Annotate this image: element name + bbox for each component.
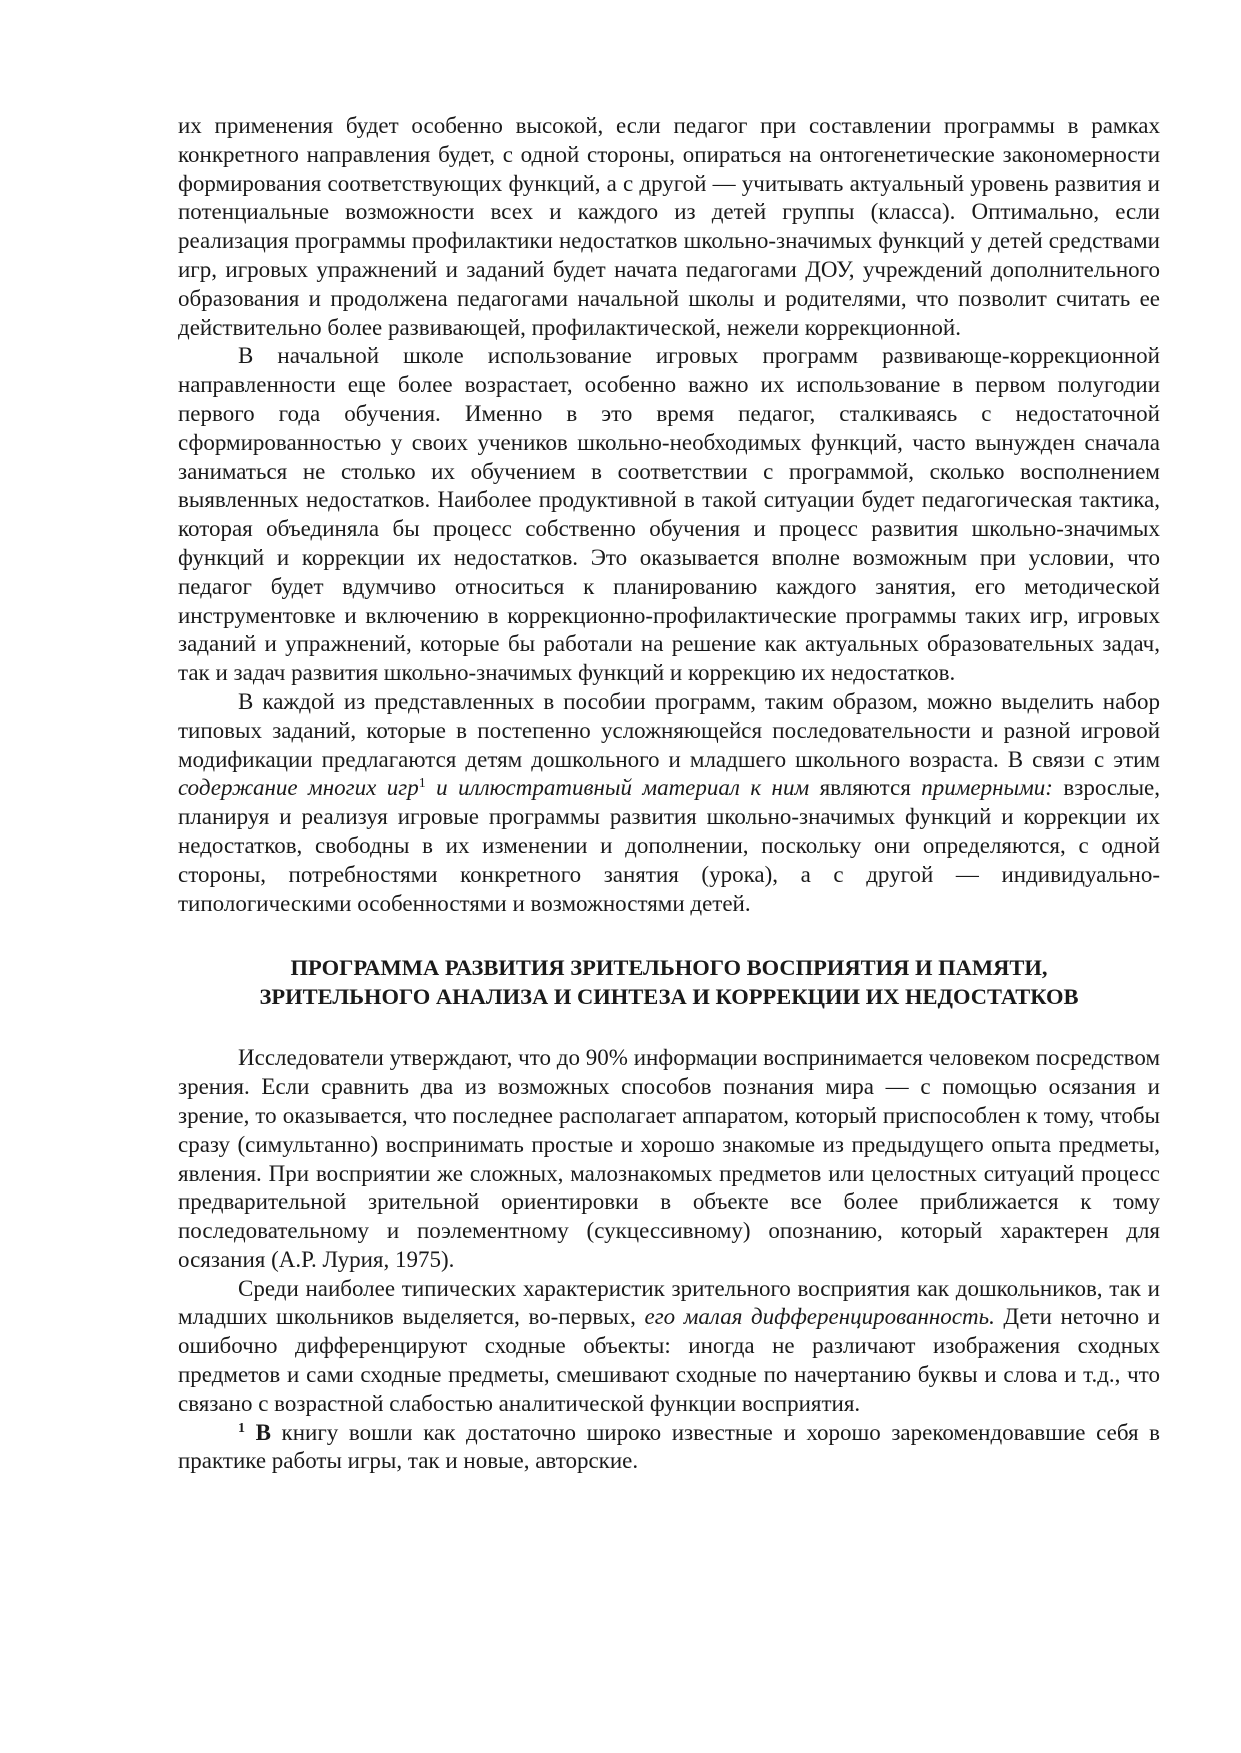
footnote-mark: 1 [238, 1420, 245, 1436]
paragraph-text: взрослые, планируя и реализуя игровые программы развития школьно-значимых функций и коррекции их недостатков, свободны в их изменении и дополнении, поскольку они определяются, с одной стороны, потребностями конкретного занятия (урока), а с другой — индивидуально-типологическими особенностями и возможностями детей. [178, 775, 1161, 916]
footnote-lead: В [255, 1419, 271, 1445]
italic-phrase: содержание многих игр [178, 775, 419, 801]
section-heading [178, 953, 1160, 1011]
paragraph-text: Среди наиболее типических характеристик зрительного восприятия как дошкольников, так и младших школьников выделяется, во-первых, [178, 1275, 1160, 1330]
paragraph-primary-school: В начальной школе использование игровых программ развивающе-коррекционной направленности еще более возрастает, особенно важно их использование в первом полугодии первого года обучения. Именно в это время педагог, сталкиваясь с недостаточной сформированностью у своих учеников школьно-необходимых функций, часто вынужден сначала заниматься не столько их обучением в соответствии с программой, сколько восполнением выявленных недостатков. Наиболее продуктивной в такой ситуации будет педагогическая тактика, которая объединяла бы процесс собственно обучения и процесс развития школьно-значимых функций и коррекции их недостатков. Это оказывается вполне возможным при условии, что педагог будет вдумчиво относиться к планированию каждого занятия, его методической инструментовке и включению в коррекционно-профилактические программы таких игр, игровых заданий и упражнений, которые бы работали на решение как актуальных образовательных задач, так и задач развития школьно-значимых функций и коррекцию их недостатков. [178, 343, 1160, 686]
paragraph-intro-continuation: их применения будет особенно высокой, если педагог при составлении программы в рамках конкретного направления будет, с одной стороны, опираться на онтогенетические закономерности формирования соответствующих функций, а с другой — учитывать актуальный уровень развития и потенциальные возможности всех и каждого из детей группы (класса). Оптимально, если реализация программы профилактики недостатков школьно-значимых функций у детей средствами игр, игровых упражнений и заданий будет начата педагогами ДОУ, учреждений дополнительного образования и продолжена педагогами начальной школы и родителями, что позволит считать ее действительно более развивающей, профилактической, нежели коррекционной. [178, 113, 1160, 340]
footnote-text: книгу вошли как достаточно широко известные и хорошо зарекомендовавшие себя в практике работы игры, так и новые, авторские. [178, 1419, 1160, 1474]
footnote [178, 1419, 1160, 1477]
document-page [178, 112, 1160, 1476]
italic-phrase: и иллюстративный материал к ним [425, 775, 810, 801]
paragraph-text: Дети неточно и ошибочно дифференцируют сходные объекты: иногда не различают изображения сходных предметов и сами сходные предметы, смешивают сходные по начертанию буквы и слова и т.д., что связано с возрастной слабостью аналитической функции восприятия. [178, 1304, 1160, 1416]
italic-phrase: его малая дифференцированность. [644, 1304, 995, 1330]
footnote-reference: 1 [418, 776, 426, 792]
paragraph-program-tasks [178, 688, 1160, 918]
section-heading-line: ЗРИТЕЛЬНОГО АНАЛИЗА И СИНТЕЗА И КОРРЕКЦИИ ИХ НЕДОСТАТКОВ [259, 984, 1079, 1010]
paragraph-text: являются [809, 775, 922, 801]
paragraph-researchers: Исследователи утверждают, что до 90% информации воспринимается человеком посредством зрения. Если сравнить два из возможных способов познания мира — с помощью осязания и зрение, то оказывается, что последнее располагает аппаратом, который приспособлен к тому, чтобы сразу (симультанно) воспринимать простые и хорошо знакомые из предыдущего опыта предметы, явления. При восприятии же сложных, малознакомых предметов или целостных ситуаций процесс предварительной зрительной ориентировки в объекте все более приближается к тому последовательному и поэлементному (сукцессивному) опознанию, который характерен для осязания (А.Р. Лурия, 1975). [178, 1045, 1160, 1272]
paragraph-text: В каждой из представленных в пособии программ, таким образом, можно выделить набор типовых заданий, которые в постепенно усложняющейся последовательности и разной игровой модификации предлагаются детям дошкольного и младшего школьного возраста. В связи с этим [178, 688, 1160, 772]
italic-phrase: примерными: [921, 775, 1053, 801]
paragraph-characteristics [178, 1275, 1160, 1419]
section-heading-line: ПРОГРАММА РАЗВИТИЯ ЗРИТЕЛЬНОГО ВОСПРИЯТИЯ И ПАМЯТИ, [290, 955, 1048, 981]
